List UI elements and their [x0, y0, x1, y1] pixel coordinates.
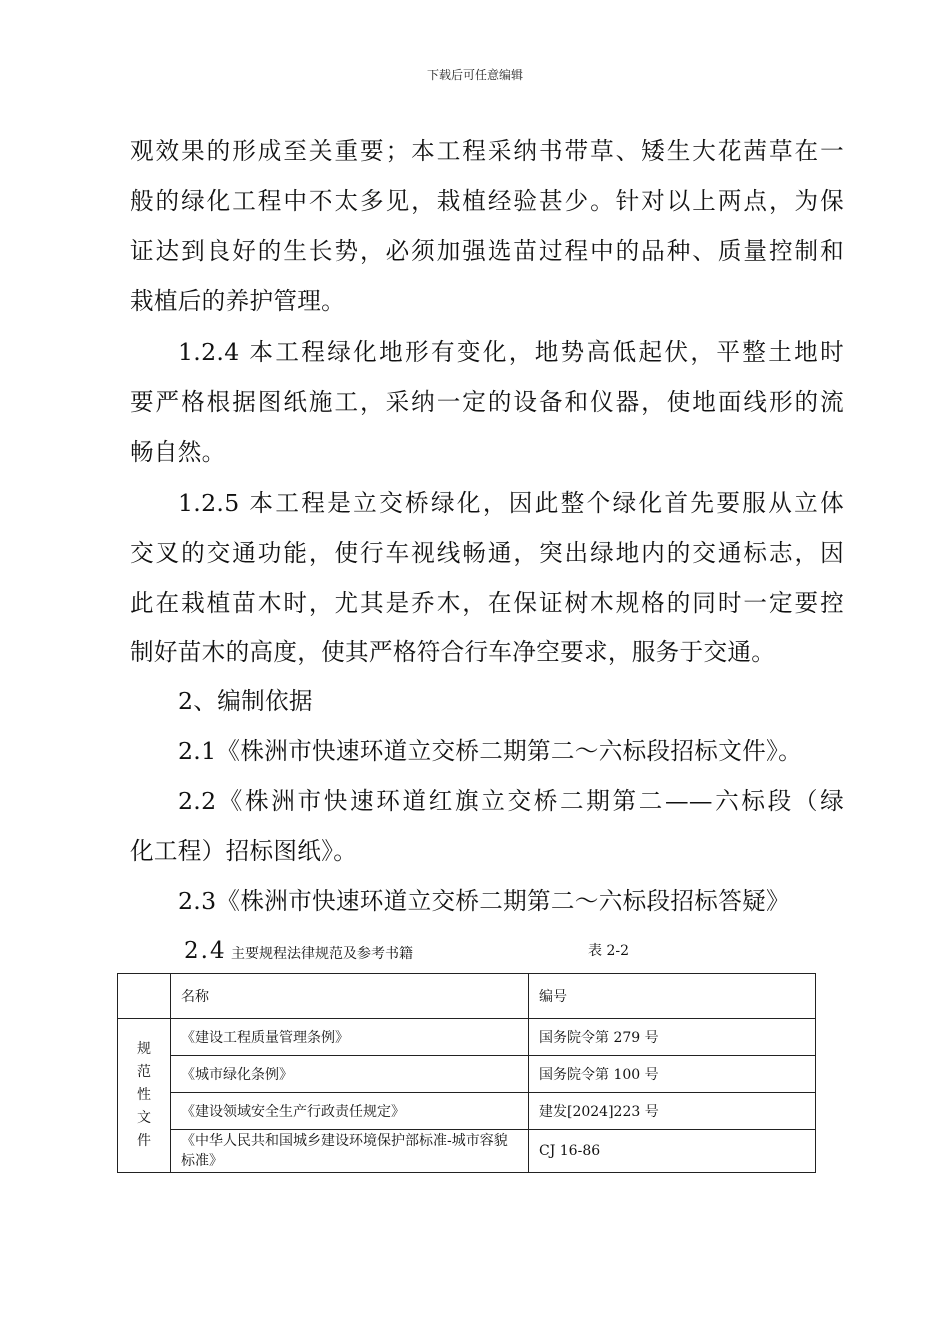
- paragraph-line: 此在栽植苗木时，尤其是乔木，在保证树木规格的同时一定要控: [130, 589, 844, 617]
- table-row: [118, 1019, 816, 1056]
- paragraph-line: 制好苗木的高度，使其严格符合行车净空要求，服务于交通。: [130, 638, 776, 666]
- name-cell: 《建设工程质量管理条例》: [171, 1019, 529, 1056]
- caption-title: 主要规程法律规范及参考书籍: [231, 946, 414, 962]
- table-caption: [184, 936, 644, 969]
- name-cell: 《中华人民共和国城乡建设环境保护部标准-城市容貌标准》: [171, 1130, 529, 1173]
- category-char: 规: [137, 1041, 151, 1057]
- section-2-heading: 2、编制依据: [178, 687, 313, 715]
- section-1-2-4: 1.2.4 本工程绿化地形有变化，地势高低起伏，平整土地时: [178, 338, 844, 366]
- section-2-2: 2.2《株洲市快速环道红旗立交桥二期第二——六标段（绿: [178, 787, 844, 815]
- paragraph-line: 要严格根据图纸施工，采纳一定的设备和仪器，使地面线形的流: [130, 388, 844, 416]
- table-row: [118, 1130, 816, 1173]
- category-char: 件: [137, 1133, 151, 1149]
- code-cell: 国务院令第 100 号: [529, 1056, 816, 1093]
- section-2-3: 2.3《株洲市快速环道立交桥二期第二～六标段招标答疑》: [178, 887, 790, 915]
- paragraph-line: 栽植后的养护管理。: [130, 287, 346, 315]
- name-cell: 《建设领域安全生产行政责任规定》: [171, 1093, 529, 1130]
- page-header: 下载后可任意编辑: [426, 68, 523, 82]
- code-cell: 国务院令第 279 号: [529, 1019, 816, 1056]
- table-row: [118, 1093, 816, 1130]
- paragraph-line: 畅自然。: [130, 438, 226, 466]
- header-category-cell: [118, 974, 171, 1019]
- header-name-cell: 名称: [171, 974, 529, 1019]
- category-char: 文: [137, 1110, 151, 1126]
- regulations-table: [117, 973, 816, 1173]
- section-2-1: 2.1《株洲市快速环道立交桥二期第二～六标段招标文件》。: [178, 737, 802, 765]
- table-header-row: [118, 974, 816, 1019]
- section-1-2-5: 1.2.5 本工程是立交桥绿化，因此整个绿化首先要服从立体: [178, 489, 844, 517]
- paragraph-line: 证达到良好的生长势，必须加强选苗过程中的品种、质量控制和: [130, 237, 844, 265]
- name-cell: 《城市绿化条例》: [171, 1056, 529, 1093]
- paragraph-line: 交叉的交通功能，使行车视线畅通，突出绿地内的交通标志，因: [130, 539, 844, 567]
- code-cell: CJ 16-86: [529, 1130, 816, 1173]
- table-row: [118, 1056, 816, 1093]
- table-number: 表 2-2: [588, 943, 629, 959]
- paragraph-line: 观效果的形成至关重要；本工程采纳书带草、矮生大花茜草在一: [130, 137, 844, 165]
- code-cell: 建发[2024]223 号: [529, 1093, 816, 1130]
- category-char: 范: [137, 1064, 151, 1080]
- header-code-cell: 编号: [529, 974, 816, 1019]
- category-cell: [118, 1019, 171, 1173]
- category-char: 性: [137, 1087, 151, 1103]
- caption-number: 2.4: [184, 938, 227, 964]
- paragraph-line: 般的绿化工程中不太多见，栽植经验甚少。针对以上两点，为保: [130, 187, 844, 215]
- paragraph-line: 化工程）招标图纸》。: [130, 837, 358, 865]
